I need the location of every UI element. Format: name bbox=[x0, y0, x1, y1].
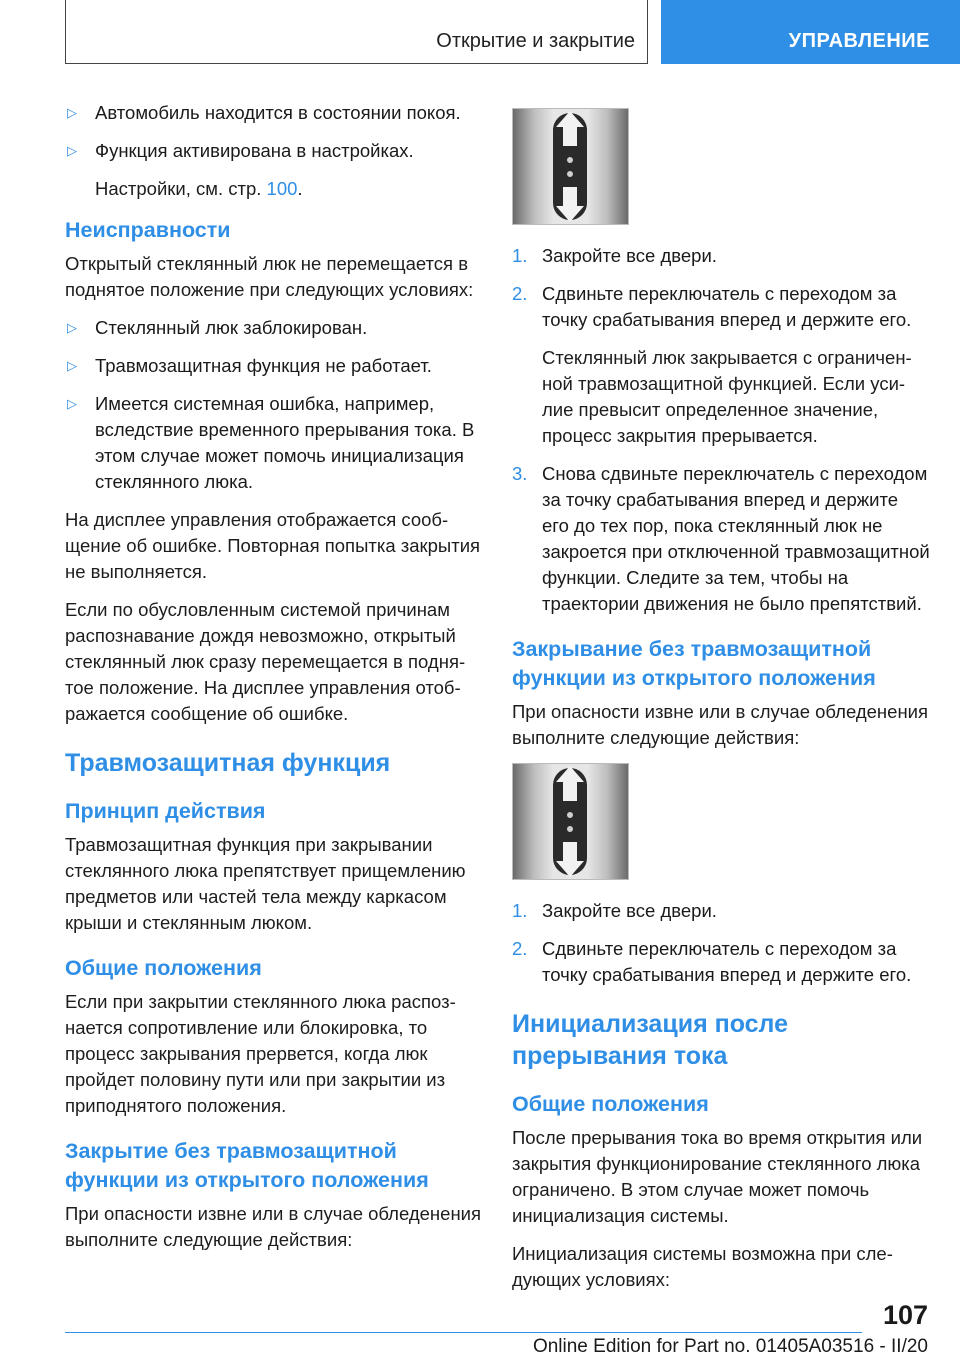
list-item: 1. Закройте все двери. bbox=[512, 900, 717, 921]
right-column bbox=[512, 100, 930, 1305]
triangle-right-icon: ▷ bbox=[67, 143, 77, 158]
arrow-down-icon bbox=[556, 206, 584, 222]
close-paragraph: При опасности извне или в случае обледенения выполните следующие действия: bbox=[65, 1203, 482, 1250]
init-paragraph: После прерывания тока во время открытия или закрытия функционирование стеклянного люка ограничено. В этом случае может помочь инициализация системы. bbox=[512, 1127, 923, 1226]
page-number: 107 bbox=[882, 1300, 928, 1330]
list-item: 3. Снова сдвиньте переключатель с переходом за точку срабатывания вперед и держите его до тех пор, пока стеклянный люк не закроется при отключенной травмозащитной функции. Следите за тем, чтобы на траектории движения не было препятствий. bbox=[512, 463, 930, 614]
page-link[interactable]: 100 bbox=[266, 178, 298, 199]
edition-note: Online Edition for Part no. 01405A03516 - II/20 bbox=[532, 1336, 928, 1357]
heading-principle: Принцип действия bbox=[65, 799, 266, 823]
triangle-right-icon: ▷ bbox=[67, 396, 77, 411]
step-note: Стеклянный люк закрывается с ограниченной травмозащитной функцией. Если усилие превысит определенное значение, процесс закрытия прерывается. bbox=[542, 347, 912, 446]
faults-paragraph: На дисплее управления отображается сообщение об ошибке. Повторная попытка закрытия не выполняется. bbox=[65, 509, 481, 582]
heading-protection-function: Травмозащитная функция bbox=[65, 749, 391, 777]
heading-initialization: Инициализация после прерывания тока bbox=[512, 1010, 789, 1070]
heading-faults: Неисправности bbox=[65, 218, 231, 242]
heading-close-without-protection: Закрытие без травмозащитной функции из открытого положения bbox=[65, 1139, 429, 1192]
list-item: ▷ Травмозащитная функция не работает. bbox=[65, 353, 483, 379]
heading-general: Общие положения bbox=[65, 956, 262, 980]
header-section-box bbox=[65, 0, 648, 64]
general-paragraph: Если при закрытии стеклянного люка распознается сопротивление или блокировка, то процесс закрывания прервется, когда люк пройдет половину пути или при закрытии из приподнятого положения. bbox=[65, 991, 456, 1116]
footer-divider bbox=[65, 1332, 862, 1333]
closing-paragraph: При опасности извне или в случае обледенения выполните следующие действия: bbox=[512, 701, 929, 748]
arrow-up-icon bbox=[556, 111, 584, 127]
settings-reference: Настройки, см. стр. 100. bbox=[95, 178, 303, 199]
faults-paragraph: Если по обусловленным системой причинам распознавание дождя невозможно, открытый стеклянный люк сразу перемещается в поднятое положение. На дисплее управления отображается сообщение об ошибке. bbox=[65, 599, 466, 724]
left-column bbox=[65, 100, 483, 1265]
chapter-title: УПРАВЛЕНИЕ bbox=[788, 30, 930, 52]
list-item: 2. Сдвиньте переключатель с переходом за точку срабатывания вперед и держите его. bbox=[512, 938, 912, 985]
triangle-right-icon: ▷ bbox=[67, 105, 77, 120]
roof-switch-illustration bbox=[512, 763, 629, 880]
arrow-up-icon bbox=[556, 766, 584, 782]
list-item: 1. Закройте все двери. bbox=[512, 245, 717, 266]
list-item: ▷ Имеется системная ошибка, например, вследствие временного прерывания тока. В этом случае может помочь инициализация стеклянного люка. bbox=[67, 393, 475, 492]
heading-general: Общие положения bbox=[512, 1092, 709, 1116]
list-item: 2. Сдвиньте переключатель с переходом за точку срабатывания вперед и держите его. bbox=[512, 283, 912, 330]
heading-closing-without-protection: Закрывание без травмозащитной функции из открытого положения bbox=[512, 637, 876, 690]
list-item: ▷ Стеклянный люк заблокирован. bbox=[65, 315, 483, 341]
faults-intro: Открытый стеклянный люк не перемещается в поднятое положение при следующих условиях: bbox=[65, 253, 474, 300]
list-item: ▷ Автомобиль находится в состоянии покоя. bbox=[65, 100, 483, 126]
header-chapter-box bbox=[661, 0, 960, 64]
list-item: ▷ Функция активирована в настройках. bbox=[65, 138, 483, 164]
triangle-right-icon: ▷ bbox=[67, 358, 77, 373]
triangle-right-icon: ▷ bbox=[67, 320, 77, 335]
section-title: Открытие и закрытие bbox=[436, 30, 635, 52]
init-paragraph: Инициализация системы возможна при следующих условиях: bbox=[512, 1243, 893, 1290]
arrow-down-icon bbox=[556, 861, 584, 877]
roof-switch-illustration bbox=[512, 108, 629, 225]
principle-paragraph: Травмозащитная функция при закрывании стеклянного люка препятствует прищемлению предметов или частей тела между каркасом крыши и стеклянным люком. bbox=[65, 834, 466, 933]
